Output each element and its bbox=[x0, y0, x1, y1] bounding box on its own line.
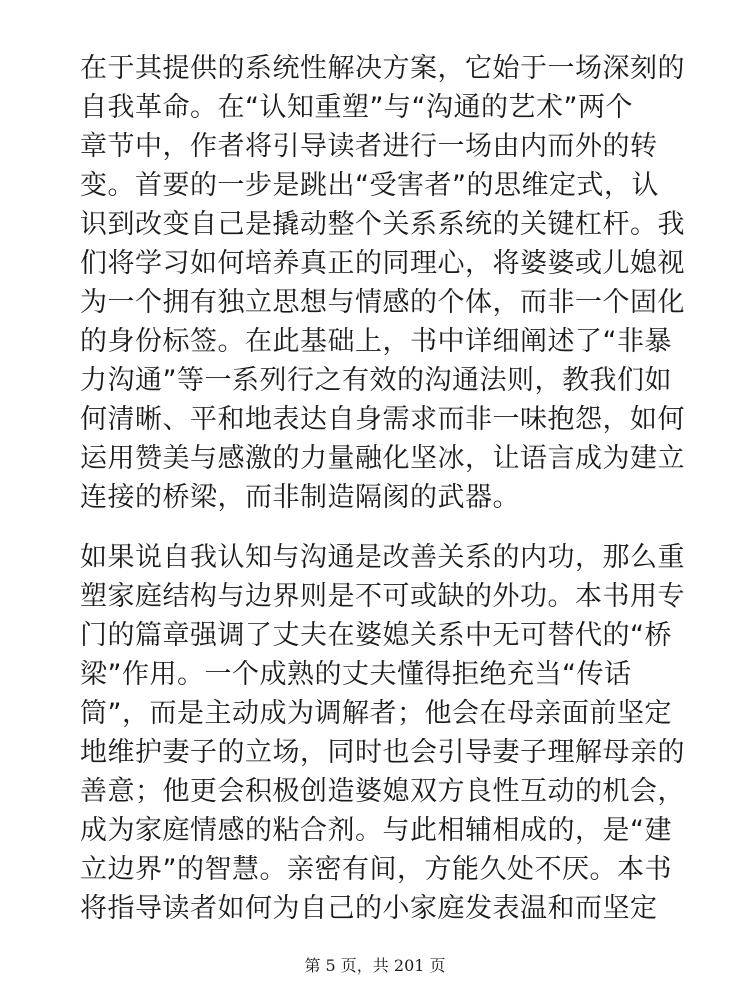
paragraph-line: 何清晰、平和地表达自身需求而非一味抱怨，如何 bbox=[80, 404, 685, 435]
paragraph-line: 在于其提供的系统性解决方案，它始于一场深刻的 bbox=[80, 53, 685, 84]
paragraph-line: 门的篇章强调了丈夫在婆媳关系中无可替代的“桥 bbox=[80, 620, 672, 651]
paragraph-line: 的身份标签。在此基础上，书中详细阐述了“非暴 bbox=[80, 326, 672, 357]
paragraph-line: 自我革命。在“认知重塑”与“沟通的艺术”两个 bbox=[80, 92, 633, 123]
paragraph-line: 将指导读者如何为自己的小家庭发表温和而坚定 bbox=[80, 893, 658, 924]
paragraph-line: 连接的桥梁，而非制造隔阂的武器。 bbox=[80, 482, 520, 513]
paragraph-line: 为一个拥有独立思想与情感的个体，而非一个固化 bbox=[80, 287, 685, 318]
paragraph-line: 立边界”的智慧。亲密有间，方能久处不厌。本书 bbox=[80, 854, 672, 885]
paragraph-line: 筒”，而是主动成为调解者；他会在母亲面前坚定 bbox=[80, 698, 672, 729]
page-number: 第 5 页，共 201 页 bbox=[304, 956, 446, 975]
paragraph-line: 识到改变自己是撬动整个关系系统的关键杠杆。我 bbox=[80, 209, 685, 240]
paragraph-line: 梁”作用。一个成熟的丈夫懂得拒绝充当“传话 bbox=[80, 659, 632, 690]
paragraph-line: 变。首要的一步是跳出“受害者”的思维定式，认 bbox=[80, 170, 659, 201]
paragraph-line: 章节中，作者将引导读者进行一场由内而外的转 bbox=[80, 131, 658, 162]
paragraph-line: 成为家庭情感的粘合剂。与此相辅相成的，是“建 bbox=[80, 815, 672, 846]
paragraph-line: 地维护妻子的立场，同时也会引导妻子理解母亲的 bbox=[80, 737, 685, 768]
paragraph-line: 善意；他更会积极创造婆媳双方良性互动的机会， bbox=[80, 776, 685, 807]
paragraph-1 bbox=[80, 49, 685, 517]
paragraph-line: 如果说自我认知与沟通是改善关系的内功，那么重 bbox=[80, 542, 685, 573]
paragraph-line: 塑家庭结构与边界则是不可或缺的外功。本书用专 bbox=[80, 581, 685, 612]
paragraph-line: 们将学习如何培养真正的同理心，将婆婆或儿媳视 bbox=[80, 248, 685, 279]
paragraph-2 bbox=[80, 538, 685, 928]
paragraph-line: 力沟通”等一系列行之有效的沟通法则，教我们如 bbox=[80, 365, 672, 396]
paragraph-line: 运用赞美与感激的力量融化坚冰，让语言成为建立 bbox=[80, 443, 685, 474]
